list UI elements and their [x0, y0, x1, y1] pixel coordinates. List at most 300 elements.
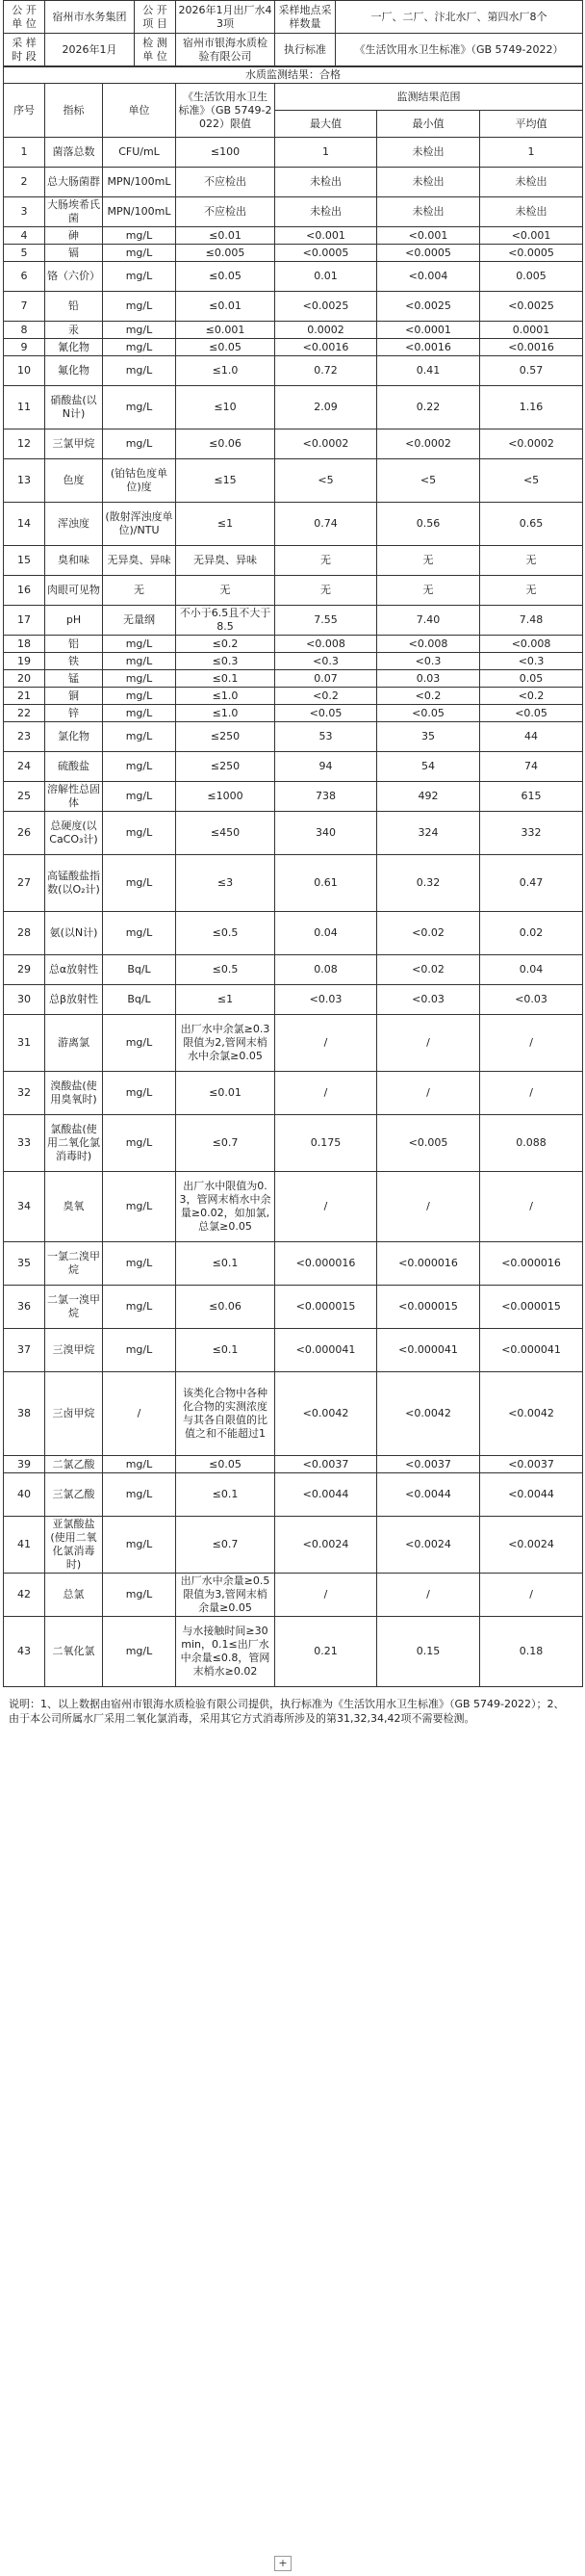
row-limit: ≤0.05	[176, 262, 275, 292]
row-indicator: 总氯	[45, 1574, 103, 1617]
row-avg: <0.0005	[480, 245, 583, 262]
row-unit: mg/L	[103, 1115, 176, 1172]
row-max: <0.000016	[275, 1242, 377, 1286]
row-unit: mg/L	[103, 386, 176, 429]
site-count-label: 采样地点采样数量	[275, 1, 336, 34]
row-indicator: 氨(以N计)	[45, 912, 103, 955]
row-unit: mg/L	[103, 1617, 176, 1687]
row-indicator: 硫酸盐	[45, 752, 103, 782]
row-avg: 0.05	[480, 670, 583, 688]
row-max: <0.0005	[275, 245, 377, 262]
sites-value: 一厂、二厂、汴北水厂、第四水厂8个	[336, 1, 583, 34]
table-row	[4, 1172, 583, 1242]
table-row	[4, 722, 583, 752]
row-limit: 无	[176, 576, 275, 606]
row-unit: MPN/100mL	[103, 168, 176, 197]
row-unit: mg/L	[103, 1286, 176, 1329]
row-no: 42	[4, 1574, 45, 1617]
row-indicator: 锰	[45, 670, 103, 688]
row-avg: 无	[480, 576, 583, 606]
row-indicator: 浑浊度	[45, 503, 103, 546]
row-limit: ≤100	[176, 138, 275, 168]
row-unit: mg/L	[103, 1015, 176, 1072]
row-limit: 出厂水中余量≥0.5限值为3,管网末梢余量≥0.05	[176, 1574, 275, 1617]
row-avg: 0.65	[480, 503, 583, 546]
table-row	[4, 670, 583, 688]
row-unit: mg/L	[103, 912, 176, 955]
row-limit: 出厂水中余氯≥0.3限值为2,管网末梢水中余氯≥0.05	[176, 1015, 275, 1072]
row-no: 31	[4, 1015, 45, 1072]
row-limit: ≤1.0	[176, 356, 275, 386]
row-no: 21	[4, 688, 45, 705]
row-no: 10	[4, 356, 45, 386]
table-row	[4, 782, 583, 812]
row-indicator: 二氯一溴甲烷	[45, 1286, 103, 1329]
item-label: 公 开 项 目	[135, 1, 176, 34]
row-avg: 74	[480, 752, 583, 782]
col-range: 监测结果范围	[275, 84, 583, 111]
row-min: <0.2	[377, 688, 480, 705]
row-unit: CFU/mL	[103, 138, 176, 168]
row-no: 39	[4, 1456, 45, 1473]
row-indicator: 溴酸盐(使用臭氧时)	[45, 1072, 103, 1115]
row-unit: (铂钴色度单位)度	[103, 459, 176, 503]
row-min: 0.03	[377, 670, 480, 688]
table-row	[4, 1286, 583, 1329]
table-row	[4, 1329, 583, 1372]
table-row	[4, 576, 583, 606]
row-avg: 1.16	[480, 386, 583, 429]
row-min: <0.0025	[377, 292, 480, 322]
row-indicator: 总大肠菌群	[45, 168, 103, 197]
row-min: /	[377, 1172, 480, 1242]
time-value: 2026年1月	[45, 34, 135, 66]
row-unit: mg/L	[103, 722, 176, 752]
row-min: <0.0016	[377, 339, 480, 356]
table-row	[4, 1072, 583, 1115]
table-row	[4, 245, 583, 262]
row-no: 27	[4, 855, 45, 912]
row-indicator: 总α放射性	[45, 955, 103, 985]
row-avg: <0.008	[480, 636, 583, 653]
row-limit: ≤10	[176, 386, 275, 429]
row-limit: ≤250	[176, 722, 275, 752]
row-unit: mg/L	[103, 1473, 176, 1517]
row-max: 无	[275, 546, 377, 576]
row-avg: 0.02	[480, 912, 583, 955]
row-indicator: 铅	[45, 292, 103, 322]
row-unit: Bq/L	[103, 985, 176, 1015]
row-limit: ≤1	[176, 985, 275, 1015]
row-unit: mg/L	[103, 1456, 176, 1473]
row-min: <0.004	[377, 262, 480, 292]
table-row	[4, 1372, 583, 1456]
table-row	[4, 606, 583, 636]
row-limit: ≤0.05	[176, 1456, 275, 1473]
row-indicator: 砷	[45, 227, 103, 245]
row-no: 33	[4, 1115, 45, 1172]
row-unit: mg/L	[103, 636, 176, 653]
row-min: <0.0042	[377, 1372, 480, 1456]
row-max: 7.55	[275, 606, 377, 636]
row-max: 2.09	[275, 386, 377, 429]
row-no: 3	[4, 197, 45, 227]
row-avg: 未检出	[480, 197, 583, 227]
row-min: <0.03	[377, 985, 480, 1015]
row-max: 0.01	[275, 262, 377, 292]
table-row	[4, 912, 583, 955]
row-no: 37	[4, 1329, 45, 1372]
row-max: 0.21	[275, 1617, 377, 1687]
row-max: <0.0024	[275, 1517, 377, 1574]
row-limit: ≤450	[176, 812, 275, 855]
note: 说明：1、以上数据由宿州市银海水质检验有限公司提供，执行标准为《生活饮用水卫生标准》（GB 5749-2022）；2、由于本公司所属水厂采用二氧化氯消毒，采用其它方式消毒所涉及的第31,32,34,42项不需要检测。	[9, 1698, 565, 1725]
table-row	[4, 636, 583, 653]
row-min: 0.22	[377, 386, 480, 429]
row-limit: ≤3	[176, 855, 275, 912]
table-row	[4, 1115, 583, 1172]
row-limit: ≤0.1	[176, 1329, 275, 1372]
row-limit: ≤0.2	[176, 636, 275, 653]
row-min: 7.40	[377, 606, 480, 636]
row-no: 29	[4, 955, 45, 985]
row-indicator: 一氯二溴甲烷	[45, 1242, 103, 1286]
row-avg: <0.0037	[480, 1456, 583, 1473]
row-avg: 615	[480, 782, 583, 812]
row-unit: 无异臭、异味	[103, 546, 176, 576]
row-no: 13	[4, 459, 45, 503]
row-indicator: 三氯乙酸	[45, 1473, 103, 1517]
row-limit: ≤0.005	[176, 245, 275, 262]
row-limit: 不应检出	[176, 197, 275, 227]
table-row	[4, 1015, 583, 1072]
row-no: 30	[4, 985, 45, 1015]
row-limit: ≤0.06	[176, 429, 275, 459]
row-limit: ≤0.05	[176, 339, 275, 356]
row-indicator: 二氯乙酸	[45, 1456, 103, 1473]
row-no: 8	[4, 322, 45, 339]
unit-label: 检 测 单 位	[135, 34, 176, 66]
row-indicator: 臭和味	[45, 546, 103, 576]
row-min: 未检出	[377, 138, 480, 168]
row-indicator: 亚氯酸盐(使用二氧化氯消毒时)	[45, 1517, 103, 1574]
row-unit: mg/L	[103, 292, 176, 322]
header-row-1	[4, 1, 583, 34]
row-limit: ≤0.5	[176, 912, 275, 955]
row-limit: ≤0.06	[176, 1286, 275, 1329]
table-row	[4, 386, 583, 429]
row-limit: ≤0.001	[176, 322, 275, 339]
row-unit: mg/L	[103, 339, 176, 356]
row-max: 94	[275, 752, 377, 782]
row-max: <0.03	[275, 985, 377, 1015]
row-max: /	[275, 1015, 377, 1072]
table-row	[4, 503, 583, 546]
row-avg: 0.0001	[480, 322, 583, 339]
row-avg: <5	[480, 459, 583, 503]
row-unit: /	[103, 1372, 176, 1456]
table-row	[4, 339, 583, 356]
row-avg: <0.001	[480, 227, 583, 245]
row-max: 0.0002	[275, 322, 377, 339]
table-row	[4, 322, 583, 339]
row-indicator: 氟化物	[45, 356, 103, 386]
row-unit: mg/L	[103, 782, 176, 812]
row-avg: <0.3	[480, 653, 583, 670]
row-indicator: 镉	[45, 245, 103, 262]
row-min: 0.32	[377, 855, 480, 912]
row-avg: /	[480, 1015, 583, 1072]
row-avg: /	[480, 1574, 583, 1617]
row-unit: mg/L	[103, 1072, 176, 1115]
row-indicator: 三氯甲烷	[45, 429, 103, 459]
row-no: 15	[4, 546, 45, 576]
row-avg: <0.0016	[480, 339, 583, 356]
row-limit: ≤0.01	[176, 1072, 275, 1115]
row-min: <0.008	[377, 636, 480, 653]
table-row	[4, 356, 583, 386]
row-limit: ≤1000	[176, 782, 275, 812]
row-limit: ≤1	[176, 503, 275, 546]
table-row	[4, 985, 583, 1015]
row-avg: 0.18	[480, 1617, 583, 1687]
row-max: <5	[275, 459, 377, 503]
table-row	[4, 227, 583, 245]
table-row	[4, 855, 583, 912]
row-indicator: 铁	[45, 653, 103, 670]
row-avg: 0.04	[480, 955, 583, 985]
row-no: 40	[4, 1473, 45, 1517]
row-min: 无	[377, 576, 480, 606]
row-avg: <0.0002	[480, 429, 583, 459]
row-indicator: 氰化物	[45, 339, 103, 356]
table-row	[4, 459, 583, 503]
row-avg: 44	[480, 722, 583, 752]
row-indicator: 大肠埃希氏菌	[45, 197, 103, 227]
standard-value: 《生活饮用水卫生标准》（GB 5749-2022）	[336, 34, 583, 66]
row-avg: <0.0025	[480, 292, 583, 322]
table-row	[4, 1456, 583, 1473]
row-avg: <0.000016	[480, 1242, 583, 1286]
row-min: <0.005	[377, 1115, 480, 1172]
row-avg: 0.005	[480, 262, 583, 292]
row-indicator: 高锰酸盐指数(以O₂计)	[45, 855, 103, 912]
col-no: 序号	[4, 84, 45, 138]
row-limit: ≤0.5	[176, 955, 275, 985]
row-max: 53	[275, 722, 377, 752]
row-no: 16	[4, 576, 45, 606]
row-unit: (散射浑浊度单位)/NTU	[103, 503, 176, 546]
row-no: 35	[4, 1242, 45, 1286]
row-indicator: 氯化物	[45, 722, 103, 752]
row-unit: Bq/L	[103, 955, 176, 985]
row-avg: /	[480, 1072, 583, 1115]
table-row	[4, 705, 583, 722]
row-max: <0.0025	[275, 292, 377, 322]
table-row	[4, 752, 583, 782]
row-avg: <0.05	[480, 705, 583, 722]
table-row	[4, 1517, 583, 1574]
table-row	[4, 168, 583, 197]
row-no: 9	[4, 339, 45, 356]
row-min: <0.3	[377, 653, 480, 670]
row-no: 36	[4, 1286, 45, 1329]
publisher-value: 宿州市水务集团	[45, 1, 135, 34]
row-max: <0.0016	[275, 339, 377, 356]
row-limit: ≤0.1	[176, 670, 275, 688]
row-unit: mg/L	[103, 752, 176, 782]
row-no: 38	[4, 1372, 45, 1456]
row-min: /	[377, 1072, 480, 1115]
row-avg: 0.47	[480, 855, 583, 912]
row-unit: mg/L	[103, 1329, 176, 1372]
row-unit: MPN/100mL	[103, 197, 176, 227]
row-min: 54	[377, 752, 480, 782]
row-max: 0.08	[275, 955, 377, 985]
row-no: 19	[4, 653, 45, 670]
row-unit: mg/L	[103, 688, 176, 705]
row-unit: mg/L	[103, 356, 176, 386]
row-max: <0.0042	[275, 1372, 377, 1456]
row-indicator: 肉眼可见物	[45, 576, 103, 606]
row-max: /	[275, 1072, 377, 1115]
row-min: <0.0002	[377, 429, 480, 459]
row-max: /	[275, 1172, 377, 1242]
row-min: 无	[377, 546, 480, 576]
expand-button[interactable]: +	[274, 2556, 292, 2571]
unit-value: 宿州市银海水质检验有限公司	[176, 34, 275, 66]
row-min: 未检出	[377, 197, 480, 227]
row-no: 43	[4, 1617, 45, 1687]
row-indicator: pH	[45, 606, 103, 636]
row-max: 340	[275, 812, 377, 855]
row-unit: mg/L	[103, 653, 176, 670]
row-no: 25	[4, 782, 45, 812]
header-table	[3, 0, 583, 66]
row-indicator: 三溴甲烷	[45, 1329, 103, 1372]
row-indicator: 锌	[45, 705, 103, 722]
row-min: 0.15	[377, 1617, 480, 1687]
row-limit: ≤0.01	[176, 227, 275, 245]
header-row-2	[4, 34, 583, 66]
row-unit: mg/L	[103, 705, 176, 722]
table-row	[4, 1242, 583, 1286]
row-no: 17	[4, 606, 45, 636]
row-no: 28	[4, 912, 45, 955]
row-no: 1	[4, 138, 45, 168]
row-avg: <0.03	[480, 985, 583, 1015]
col-indicator: 指标	[45, 84, 103, 138]
row-max: 0.04	[275, 912, 377, 955]
row-no: 23	[4, 722, 45, 752]
row-min: /	[377, 1015, 480, 1072]
row-min: 0.41	[377, 356, 480, 386]
standard-label: 执行标准	[275, 34, 336, 66]
row-max: 0.61	[275, 855, 377, 912]
col-limit: 《生活饮用水卫生标准》（GB 5749-2022）限值	[176, 84, 275, 138]
row-min: 0.56	[377, 503, 480, 546]
table-row	[4, 955, 583, 985]
row-avg: <0.0024	[480, 1517, 583, 1574]
row-limit: ≤0.7	[176, 1517, 275, 1574]
row-indicator: 三卤甲烷	[45, 1372, 103, 1456]
row-min: /	[377, 1574, 480, 1617]
table-row	[4, 546, 583, 576]
row-min: 492	[377, 782, 480, 812]
row-unit: 无	[103, 576, 176, 606]
row-no: 12	[4, 429, 45, 459]
row-limit: 不小于6.5且不大于8.5	[176, 606, 275, 636]
row-no: 22	[4, 705, 45, 722]
row-unit: mg/L	[103, 322, 176, 339]
row-avg: <0.0044	[480, 1473, 583, 1517]
row-min: 35	[377, 722, 480, 752]
row-limit: ≤250	[176, 752, 275, 782]
row-min: <0.02	[377, 912, 480, 955]
row-unit: mg/L	[103, 812, 176, 855]
row-unit: mg/L	[103, 670, 176, 688]
time-label: 采 样 时 段	[4, 34, 45, 66]
row-max: <0.000015	[275, 1286, 377, 1329]
row-max: 未检出	[275, 197, 377, 227]
conclusion-row	[4, 67, 583, 84]
conclusion: 水质监测结果：合格	[4, 67, 583, 84]
row-max: 0.74	[275, 503, 377, 546]
row-max: 0.175	[275, 1115, 377, 1172]
row-indicator: 溶解性总固体	[45, 782, 103, 812]
row-limit: ≤1.0	[176, 688, 275, 705]
table-row	[4, 262, 583, 292]
row-indicator: 色度	[45, 459, 103, 503]
row-min: <0.0024	[377, 1517, 480, 1574]
row-min: <0.02	[377, 955, 480, 985]
row-min: <0.000015	[377, 1286, 480, 1329]
row-indicator: 硝酸盐(以N计)	[45, 386, 103, 429]
table-row	[4, 653, 583, 670]
row-max: 未检出	[275, 168, 377, 197]
row-indicator: 臭氧	[45, 1172, 103, 1242]
row-avg: 0.57	[480, 356, 583, 386]
row-max: /	[275, 1574, 377, 1617]
row-unit: mg/L	[103, 429, 176, 459]
row-max: 1	[275, 138, 377, 168]
row-max: <0.001	[275, 227, 377, 245]
row-unit: 无量纲	[103, 606, 176, 636]
row-max: <0.000041	[275, 1329, 377, 1372]
row-min: <0.000041	[377, 1329, 480, 1372]
row-avg: <0.0042	[480, 1372, 583, 1456]
table-row	[4, 812, 583, 855]
row-avg: /	[480, 1172, 583, 1242]
column-header-row-1	[4, 84, 583, 111]
row-avg: <0.2	[480, 688, 583, 705]
row-limit: 不应检出	[176, 168, 275, 197]
row-indicator: 总硬度(以CaCO₃计)	[45, 812, 103, 855]
table-row	[4, 688, 583, 705]
row-max: <0.008	[275, 636, 377, 653]
row-no: 32	[4, 1072, 45, 1115]
col-max: 最大值	[275, 111, 377, 138]
row-unit: mg/L	[103, 1242, 176, 1286]
table-row	[4, 1574, 583, 1617]
col-min: 最小值	[377, 111, 480, 138]
table-row	[4, 292, 583, 322]
row-limit: 出厂水中限值为0.3，管网末梢水中余量≥0.02，如加氯,总氯≥0.05	[176, 1172, 275, 1242]
row-max: 738	[275, 782, 377, 812]
row-min: <0.0005	[377, 245, 480, 262]
row-indicator: 铬（六价）	[45, 262, 103, 292]
col-unit: 单位	[103, 84, 176, 138]
